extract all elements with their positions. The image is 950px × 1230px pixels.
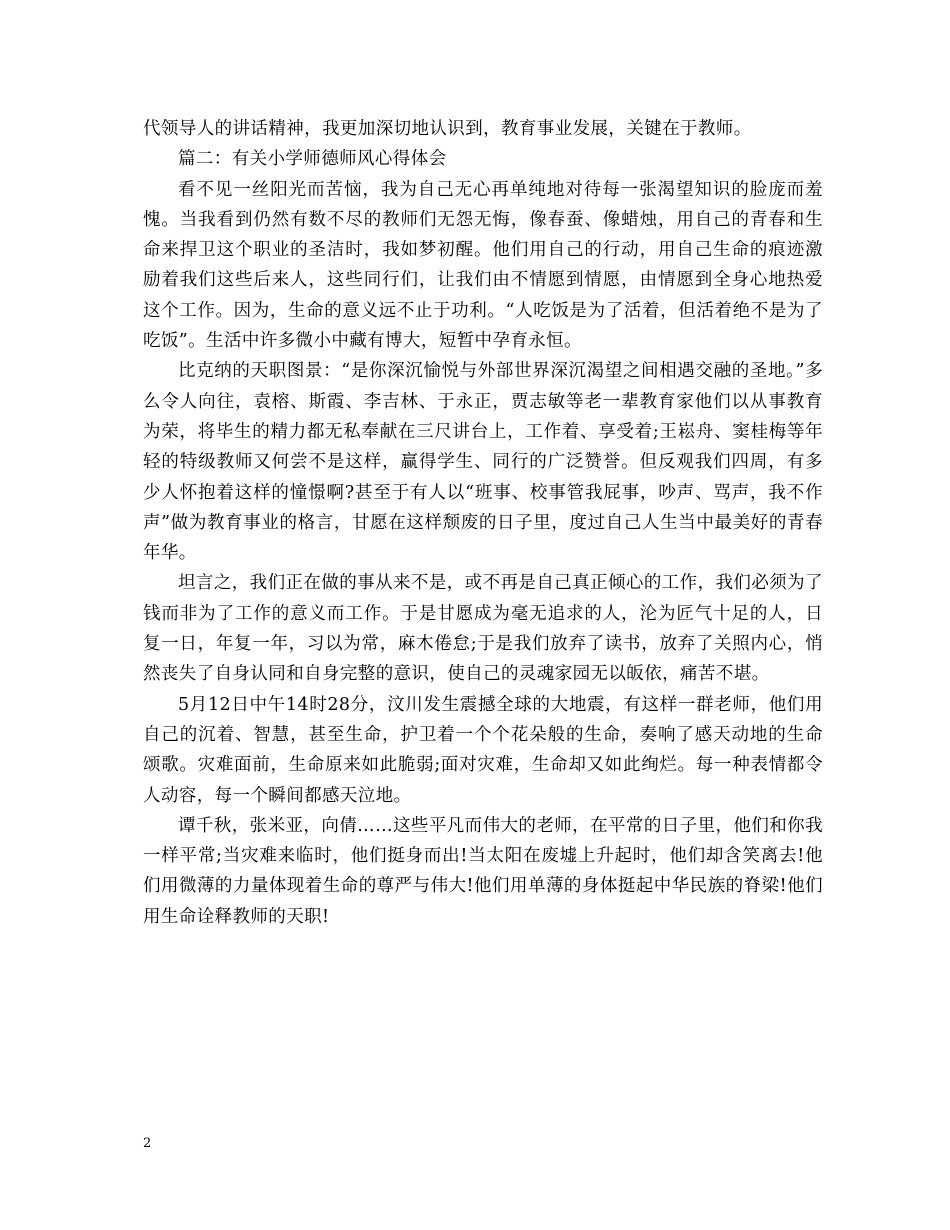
section-heading: 篇二：有关小学师德师风心得体会 bbox=[178, 149, 447, 170]
paragraph: 谭千秋，张米亚，向倩……这些平凡而伟大的老师，在平常的日子里，他们和你我一样平常;当灾难来临时，他们挺身而出!当太阳在废墟上升起时，他们却含笑离去!他们用微薄的力量体现着生命的尊严与伟大!他们用单薄的身体挺起中华民族的脊梁!他们用生命诠释教师的天职! bbox=[143, 815, 823, 927]
document-body bbox=[143, 114, 823, 932]
paragraph: 看不见一丝阳光而苦恼，我为自己无心再单纯地对待每一张渴望知识的脸庞而羞愧。当我看到仍然有数不尽的教师们无怨无悔，像春蚕、像蜡烛，用自己的青春和生命来捍卫这个职业的圣洁时，我如梦初醒。他们用自己的行动，用自己生命的痕迹激励着我们这些后来人，这些同行们，让我们由不情愿到情愿，由情愿到全身心地热爱这个工作。因为，生命的意义远不止于功利。“人吃饭是为了活着，但活着绝不是为了吃饭”。生活中许多微小中藏有博大，短暂中孕育永恒。 bbox=[143, 179, 823, 352]
paragraph: 代领导人的讲话精神，我更加深切地认识到，教育事业发展，关键在于教师。 bbox=[143, 119, 752, 139]
paragraph: 比克纳的天职图景：“是你深沉愉悦与外部世界深沉渴望之间相遇交融的圣地。”多么令人向往，袁榕、斯霞、李吉林、于永正，贾志敏等老一辈教育家他们以从事教育为荣，将毕生的精力都无私奉献在三尺讲台上，工作着、享受着;王崧舟、窦桂梅等年轻的特级教师又何尝不是这样，赢得学生、同行的广泛赞誉。但反观我们四周，有多少人怀抱着这样的憧憬啊?甚至于有人以“班事、校事管我屁事，吵声、骂声，我不作声”做为教育事业的格言，甘愿在这样颓废的日子里，度过自己人生当中最美好的青春年华。 bbox=[143, 361, 823, 564]
paragraph: 坦言之，我们正在做的事从来不是，或不再是自己真正倾心的工作，我们必须为了钱而非为了工作的意义而工作。于是甘愿成为毫无追求的人，沦为匠气十足的人，日复一日，年复一年，习以为常，麻木倦怠;于是我们放弃了读书，放弃了关照内心，悄然丧失了自身认同和自身完整的意识，使自己的灵魂家园无以皈依，痛苦不堪。 bbox=[143, 573, 823, 685]
page-number: 2 bbox=[143, 1136, 152, 1151]
paragraph: 5月12日中午14时28分，汶川发生震撼全球的大地震，有这样一群老师，他们用自己的沉着、智慧，甚至生命，护卫着一个个花朵般的生命，奏响了感天动地的生命颂歌。灾难面前，生命原来如此脆弱;面对灾难，生命却又如此绚烂。每一种表情都令人动容，每一个瞬间都感天泣地。 bbox=[143, 694, 823, 806]
